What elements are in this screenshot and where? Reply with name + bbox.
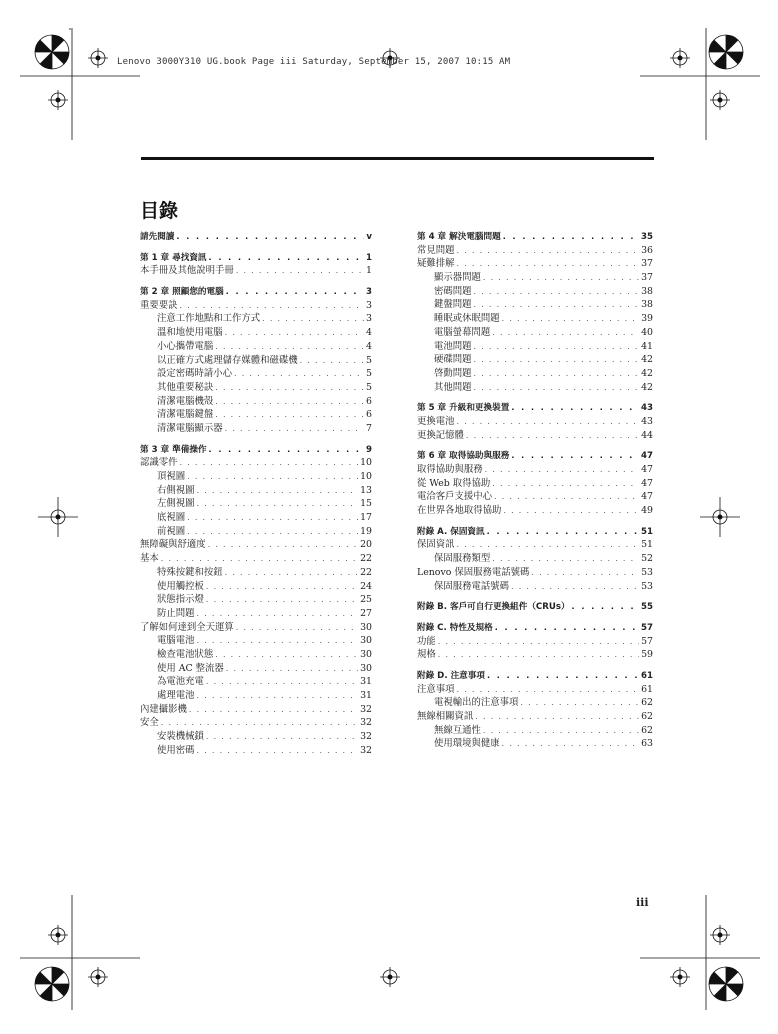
toc-chapter-entry[interactable] — [417, 600, 653, 614]
toc-entry-page: 44 — [641, 429, 653, 441]
toc-leader-dots — [474, 367, 640, 381]
toc-entry[interactable] — [140, 470, 372, 484]
toc-entry[interactable] — [140, 689, 372, 703]
toc-entry[interactable] — [140, 484, 372, 498]
toc-entry-page: 3 — [366, 313, 372, 325]
toc-entry-page: 36 — [641, 244, 653, 256]
toc-entry-page: 32 — [360, 717, 372, 729]
toc-leader-dots — [226, 662, 358, 676]
toc-entry[interactable] — [140, 662, 372, 676]
toc-entry-label: 底視圖 — [157, 512, 186, 524]
toc-entry-page: 31 — [360, 690, 372, 701]
toc-leader-dots — [161, 716, 358, 730]
toc-entry-page: 4 — [366, 340, 372, 352]
toc-entry-page: 43 — [641, 403, 653, 414]
toc-entry-label: 附錄 B. 客戶可自行更換組件（CRUs） — [417, 602, 570, 613]
toc-entry-label: 無線相關資訊 — [417, 711, 474, 722]
toc-entry-page: 9 — [366, 444, 372, 455]
toc-entry[interactable] — [417, 737, 653, 751]
toc-entry-page: 57 — [641, 622, 653, 633]
toc-entry[interactable] — [140, 497, 372, 511]
toc-entry-label: 頂視圖 — [157, 471, 186, 482]
toc-leader-dots — [487, 669, 639, 683]
toc-leader-dots — [225, 422, 364, 436]
toc-entry-page: 42 — [641, 354, 653, 366]
toc-entry-label: 在世界各地取得協助 — [417, 505, 502, 517]
toc-entry[interactable] — [140, 607, 372, 621]
toc-entry-page: 42 — [641, 367, 653, 379]
toc-entry[interactable] — [417, 257, 653, 271]
toc-leader-dots — [457, 683, 640, 697]
toc-entry-label: 第 6 章 取得協助與服務 — [417, 451, 510, 462]
toc-entry-page: 53 — [641, 566, 653, 578]
toc-leader-dots — [197, 634, 359, 648]
toc-entry-label: 取得協助與服務 — [417, 464, 483, 475]
toc-entry[interactable] — [417, 635, 653, 649]
toc-entry[interactable] — [140, 395, 372, 409]
toc-entry-label: 附錄 C. 特性及規格 — [417, 622, 493, 633]
toc-entry-label: 設定密碼時請小心 — [157, 368, 233, 380]
toc-leader-dots — [483, 724, 639, 738]
toc-entry[interactable] — [140, 703, 372, 717]
toc-entry-page: 32 — [360, 744, 372, 756]
toc-entry-label: 安全 — [140, 717, 159, 729]
toc-entry-label: 狀態指示燈 — [157, 594, 204, 606]
toc-leader-dots — [234, 367, 364, 381]
toc-entry-label: 其他重要秘訣 — [157, 381, 214, 393]
toc-entry-page: 62 — [641, 711, 653, 722]
toc-entry-page: 47 — [641, 464, 653, 475]
toc-entry-label: 其他問題 — [434, 381, 472, 393]
toc-leader-dots — [511, 401, 639, 415]
toc-leader-dots — [457, 415, 640, 429]
toc-entry-page: 7 — [366, 422, 372, 434]
toc-entry-page: 17 — [360, 512, 372, 524]
toc-entry-page: 49 — [641, 505, 653, 517]
toc-entry[interactable] — [140, 456, 372, 470]
toc-entry-page: 30 — [360, 621, 372, 633]
toc-entry-page: 10 — [360, 457, 372, 469]
toc-leader-dots — [474, 285, 640, 299]
toc-entry[interactable] — [140, 354, 372, 368]
toc-chapter-entry[interactable] — [417, 669, 653, 683]
toc-entry-page: 37 — [641, 258, 653, 270]
toc-leader-dots — [487, 525, 639, 539]
toc-entry-label: 規格 — [417, 649, 436, 661]
toc-entry[interactable] — [417, 429, 653, 443]
toc-leader-dots — [189, 703, 358, 717]
toc-entry-page: 4 — [366, 327, 372, 339]
toc-entry-label: 第 3 章 準備操作 — [140, 444, 207, 455]
toc-leader-dots — [209, 443, 364, 457]
toc-entry-page: 47 — [641, 491, 653, 503]
toc-entry-page: 39 — [641, 313, 653, 325]
toc-leader-dots — [474, 353, 640, 367]
toc-entry-page: 43 — [641, 415, 653, 427]
toc-leader-dots — [300, 354, 364, 368]
toc-entry-label: 使用 AC 整流器 — [157, 662, 224, 674]
toc-entry[interactable] — [417, 552, 653, 566]
toc-entry[interactable] — [417, 367, 653, 381]
toc-leader-dots — [197, 689, 359, 703]
toc-entry-page: 52 — [641, 553, 653, 565]
toc-leader-dots — [180, 299, 365, 313]
toc-chapter-entry[interactable] — [417, 401, 653, 415]
toc-entry-page: 3 — [366, 287, 372, 298]
page-number: iii — [636, 896, 649, 909]
toc-entry-label: 更換電池 — [417, 415, 455, 427]
toc-entry[interactable] — [140, 593, 372, 607]
toc-leader-dots — [197, 607, 359, 621]
toc-leader-dots — [187, 470, 358, 484]
toc-entry-page: 41 — [641, 340, 653, 352]
toc-right-column — [417, 230, 653, 751]
toc-entry-page: 59 — [641, 649, 653, 661]
toc-leader-dots — [474, 298, 640, 312]
toc-leader-dots — [474, 381, 640, 395]
toc-entry[interactable] — [417, 477, 653, 491]
toc-entry[interactable] — [140, 381, 372, 395]
toc-entry-page: 13 — [360, 484, 372, 496]
toc-entry-page: 47 — [641, 477, 653, 489]
toc-entry-label: 電視輸出的注意事項 — [434, 697, 519, 709]
toc-leader-dots — [466, 429, 639, 443]
toc-entry-label: 小心攜帶電腦 — [157, 340, 214, 352]
toc-entry-label: 認識零件 — [140, 457, 178, 469]
toc-entry-page: 6 — [366, 395, 372, 407]
toc-entry[interactable] — [417, 580, 653, 594]
toc-entry-label: 電池問題 — [434, 340, 472, 352]
toc-entry[interactable] — [417, 648, 653, 662]
toc-leader-dots — [225, 326, 364, 340]
toc-entry-label: 注意事項 — [417, 683, 455, 695]
toc-entry[interactable] — [140, 340, 372, 354]
print-header: Lenovo 3000Y310 UG.book Page iii Saturday, September 15, 2007 10:15 AM — [117, 57, 511, 67]
toc-entry-label: 本手冊及其他說明手冊 — [140, 265, 234, 277]
toc-entry-label: 附錄 A. 保固資訊 — [417, 526, 485, 537]
toc-entry-label: 啓動問題 — [434, 367, 472, 379]
toc-entry[interactable] — [140, 744, 372, 758]
toc-entry-page: 1 — [366, 265, 372, 277]
toc-entry-label: 功能 — [417, 635, 436, 647]
toc-leader-dots — [474, 340, 640, 354]
toc-entry-page: 3 — [366, 299, 372, 311]
toc-entry-label: 前視圖 — [157, 525, 186, 537]
toc-entry[interactable] — [417, 298, 653, 312]
toc-entry-page: 38 — [641, 285, 653, 297]
toc-leader-dots — [531, 566, 639, 580]
toc-entry-page: 27 — [360, 607, 372, 619]
toc-entry-page: 63 — [641, 738, 653, 750]
toc-entry-label: 內建攝影機 — [140, 703, 187, 715]
toc-entry-label: 溫和地使用電腦 — [157, 327, 223, 339]
toc-entry-label: 電腦電池 — [157, 635, 195, 647]
toc-entry-label: 重要要訣 — [140, 299, 178, 311]
toc-entry-label: 無線互通性 — [434, 724, 481, 736]
toc-entry-page: 51 — [641, 539, 653, 551]
toc-entry-label: 第 2 章 照顧您的電腦 — [140, 287, 224, 298]
toc-leader-dots — [215, 340, 364, 354]
toc-entry-label: 從 Web 取得協助 — [417, 477, 491, 489]
toc-chapter-entry[interactable] — [140, 230, 372, 244]
toc-entry[interactable] — [417, 312, 653, 326]
toc-leader-dots — [503, 230, 639, 244]
toc-entry[interactable] — [140, 552, 372, 566]
toc-entry[interactable] — [140, 730, 372, 744]
toc-entry-label: 清潔電腦鍵盤 — [157, 409, 214, 421]
toc-leader-dots — [176, 230, 364, 244]
toc-chapter-entry[interactable] — [140, 443, 372, 457]
toc-leader-dots — [215, 408, 364, 422]
toc-leader-dots — [226, 285, 364, 299]
toc-leader-dots — [209, 251, 364, 265]
toc-entry-label: 無障礙與舒適度 — [140, 539, 206, 551]
toc-entry[interactable] — [417, 566, 653, 580]
toc-entry[interactable] — [417, 353, 653, 367]
toc-entry-page: 6 — [366, 409, 372, 421]
toc-entry-label: 了解如何達到全天運算 — [140, 621, 234, 633]
toc-entry-page: 37 — [641, 272, 653, 284]
toc-entry-label: 常見問題 — [417, 244, 455, 256]
toc-entry[interactable] — [417, 538, 653, 552]
toc-leader-dots — [206, 675, 358, 689]
toc-entry-page: 62 — [641, 697, 653, 709]
toc-leader-dots — [206, 730, 358, 744]
toc-entry[interactable] — [140, 525, 372, 539]
toc-entry-label: 疑難排解 — [417, 258, 455, 270]
toc-entry[interactable] — [417, 696, 653, 710]
toc-entry[interactable] — [417, 710, 653, 724]
toc-entry-page: 5 — [366, 354, 372, 366]
toc-chapter-entry[interactable] — [417, 525, 653, 539]
toc-leader-dots — [457, 244, 640, 258]
toc-leader-dots — [236, 621, 358, 635]
toc-entry-page: 22 — [360, 566, 372, 578]
toc-entry-page: 5 — [366, 381, 372, 393]
toc-entry-label: 右側視圖 — [157, 484, 195, 496]
page-title: 目錄 — [140, 200, 179, 222]
toc-entry-page: 53 — [641, 580, 653, 592]
toc-entry[interactable] — [140, 408, 372, 422]
toc-entry[interactable] — [140, 299, 372, 313]
toc-entry[interactable] — [140, 716, 372, 730]
toc-chapter-entry[interactable] — [417, 621, 653, 635]
toc-leader-dots — [520, 696, 639, 710]
toc-entry-label: 清潔電腦顯示器 — [157, 422, 223, 434]
toc-entry-page: 55 — [641, 602, 653, 613]
toc-leader-dots — [208, 538, 358, 552]
toc-leader-dots — [215, 381, 364, 395]
toc-entry-page: 47 — [641, 451, 653, 462]
toc-entry-label: 保固服務電話號碼 — [434, 580, 510, 592]
toc-entry[interactable] — [140, 264, 372, 278]
toc-leader-dots — [236, 264, 364, 278]
toc-entry-page: 20 — [360, 539, 372, 551]
toc-entry-page: 57 — [641, 635, 653, 647]
toc-entry[interactable] — [417, 326, 653, 340]
toc-entry-page: 22 — [360, 553, 372, 565]
toc-entry-page: 24 — [360, 580, 372, 592]
toc-entry-label: 電腦螢幕問題 — [434, 326, 491, 338]
toc-left-column — [140, 230, 372, 757]
toc-entry-page: 38 — [641, 299, 653, 311]
toc-leader-dots — [457, 538, 640, 552]
toc-leader-dots — [495, 621, 639, 635]
title-rule — [141, 157, 654, 160]
toc-entry-label: 密碼問題 — [434, 285, 472, 297]
toc-entry[interactable] — [140, 675, 372, 689]
toc-entry-label: 請先閱讀 — [140, 232, 175, 242]
toc-leader-dots — [206, 593, 358, 607]
toc-entry-label: 附錄 D. 注意事項 — [417, 670, 485, 681]
toc-entry-page: 32 — [360, 703, 372, 715]
toc-entry-page: 40 — [641, 326, 653, 338]
toc-leader-dots — [572, 600, 639, 614]
toc-entry[interactable] — [417, 271, 653, 285]
toc-chapter-entry[interactable] — [417, 230, 653, 244]
toc-entry-label: 注意工作地點和工作方式 — [157, 313, 261, 325]
toc-leader-dots — [187, 511, 358, 525]
toc-leader-dots — [511, 449, 639, 463]
toc-entry-page: 62 — [641, 724, 653, 736]
toc-leader-dots — [215, 648, 358, 662]
toc-entry-label: Lenovo 保固服務電話號碼 — [417, 566, 530, 578]
toc-entry-label: 第 4 章 解決電腦問題 — [417, 232, 501, 242]
toc-leader-dots — [438, 648, 639, 662]
toc-chapter-entry[interactable] — [140, 285, 372, 299]
toc-entry-label: 使用觸控板 — [157, 580, 204, 592]
toc-leader-dots — [492, 477, 639, 491]
toc-leader-dots — [457, 257, 640, 271]
toc-entry-page: 31 — [360, 676, 372, 688]
toc-entry-label: 清潔電腦機殼 — [157, 395, 214, 407]
toc-entry-page: 32 — [360, 731, 372, 743]
toc-entry-label: 保固服務類型 — [434, 553, 491, 565]
toc-entry-label: 更換記憶體 — [417, 429, 464, 441]
toc-entry-label: 防止問題 — [157, 607, 195, 619]
toc-entry[interactable] — [417, 381, 653, 395]
toc-entry-page: 30 — [360, 648, 372, 660]
toc-leader-dots — [225, 566, 358, 580]
toc-leader-dots — [262, 312, 364, 326]
toc-leader-dots — [187, 525, 358, 539]
toc-entry[interactable] — [140, 326, 372, 340]
toc-leader-dots — [492, 552, 639, 566]
toc-entry-page: 10 — [360, 471, 372, 482]
toc-entry[interactable] — [140, 312, 372, 326]
toc-entry-page: v — [366, 232, 372, 242]
toc-entry-page: 5 — [366, 368, 372, 380]
toc-leader-dots — [485, 463, 639, 477]
toc-entry[interactable] — [417, 415, 653, 429]
toc-entry[interactable] — [140, 648, 372, 662]
toc-leader-dots — [180, 456, 359, 470]
toc-entry[interactable] — [417, 724, 653, 738]
toc-entry-label: 顯示器問題 — [434, 272, 481, 284]
toc-leader-dots — [161, 552, 358, 566]
toc-entry[interactable] — [417, 244, 653, 258]
toc-entry-page: 25 — [360, 594, 372, 606]
toc-leader-dots — [438, 635, 639, 649]
toc-leader-dots — [502, 737, 639, 751]
toc-entry-page: 35 — [641, 232, 653, 242]
toc-entry[interactable] — [140, 566, 372, 580]
toc-leader-dots — [215, 395, 364, 409]
toc-entry-page: 61 — [641, 670, 653, 681]
toc-entry[interactable] — [417, 504, 653, 518]
toc-chapter-entry[interactable] — [417, 449, 653, 463]
toc-entry-label: 基本 — [140, 553, 159, 565]
toc-entry-label: 電洽客戶支援中心 — [417, 491, 493, 503]
toc-leader-dots — [206, 580, 358, 594]
toc-entry-label: 第 1 章 尋找資訊 — [140, 252, 207, 263]
toc-leader-dots — [197, 497, 359, 511]
toc-entry-page: 30 — [360, 635, 372, 647]
toc-entry-page: 61 — [641, 683, 653, 695]
toc-entry[interactable] — [417, 490, 653, 504]
toc-entry[interactable] — [417, 463, 653, 477]
toc-leader-dots — [494, 490, 639, 504]
toc-entry-page: 30 — [360, 662, 372, 674]
toc-entry[interactable] — [417, 285, 653, 299]
toc-entry[interactable] — [140, 634, 372, 648]
toc-entry[interactable] — [417, 683, 653, 697]
toc-entry[interactable] — [417, 340, 653, 354]
toc-leader-dots — [503, 504, 639, 518]
toc-leader-dots — [502, 312, 639, 326]
toc-chapter-entry[interactable] — [140, 251, 372, 265]
toc-entry[interactable] — [140, 538, 372, 552]
toc-entry-page: 19 — [360, 525, 372, 537]
toc-entry-label: 特殊按鍵和按鈕 — [157, 566, 223, 578]
toc-entry-label: 使用密碼 — [157, 744, 195, 756]
toc-entry-label: 安裝機械鎖 — [157, 731, 204, 743]
toc-entry[interactable] — [140, 367, 372, 381]
toc-entry-page: 42 — [641, 381, 653, 393]
toc-entry-label: 使用環境與健康 — [434, 738, 500, 750]
toc-entry-label: 為電池充電 — [157, 676, 204, 688]
toc-entry-page: 1 — [366, 252, 372, 263]
toc-entry-label: 第 5 章 升級和更換裝置 — [417, 403, 510, 414]
toc-leader-dots — [475, 710, 639, 724]
toc-entry-label: 左側視圖 — [157, 498, 195, 510]
toc-entry-label: 保固資訊 — [417, 539, 455, 551]
toc-leader-dots — [197, 744, 359, 758]
toc-entry-label: 處理電池 — [157, 690, 195, 701]
toc-leader-dots — [511, 580, 639, 594]
toc-entry[interactable] — [140, 511, 372, 525]
toc-entry-page: 15 — [360, 498, 372, 510]
toc-leader-dots — [197, 484, 359, 498]
toc-entry[interactable] — [140, 621, 372, 635]
toc-entry-label: 硬碟問題 — [434, 354, 472, 366]
toc-entry[interactable] — [140, 580, 372, 594]
toc-leader-dots — [492, 326, 639, 340]
toc-entry-page: 51 — [641, 526, 653, 537]
toc-entry-label: 鍵盤問題 — [434, 299, 472, 311]
toc-entry-label: 睡眠或休眠問題 — [434, 313, 500, 325]
toc-entry-label: 檢查電池狀態 — [157, 648, 214, 660]
toc-entry-label: 以正確方式處理儲存媒體和磁碟機 — [157, 354, 298, 366]
toc-leader-dots — [483, 271, 639, 285]
toc-entry[interactable] — [140, 422, 372, 436]
